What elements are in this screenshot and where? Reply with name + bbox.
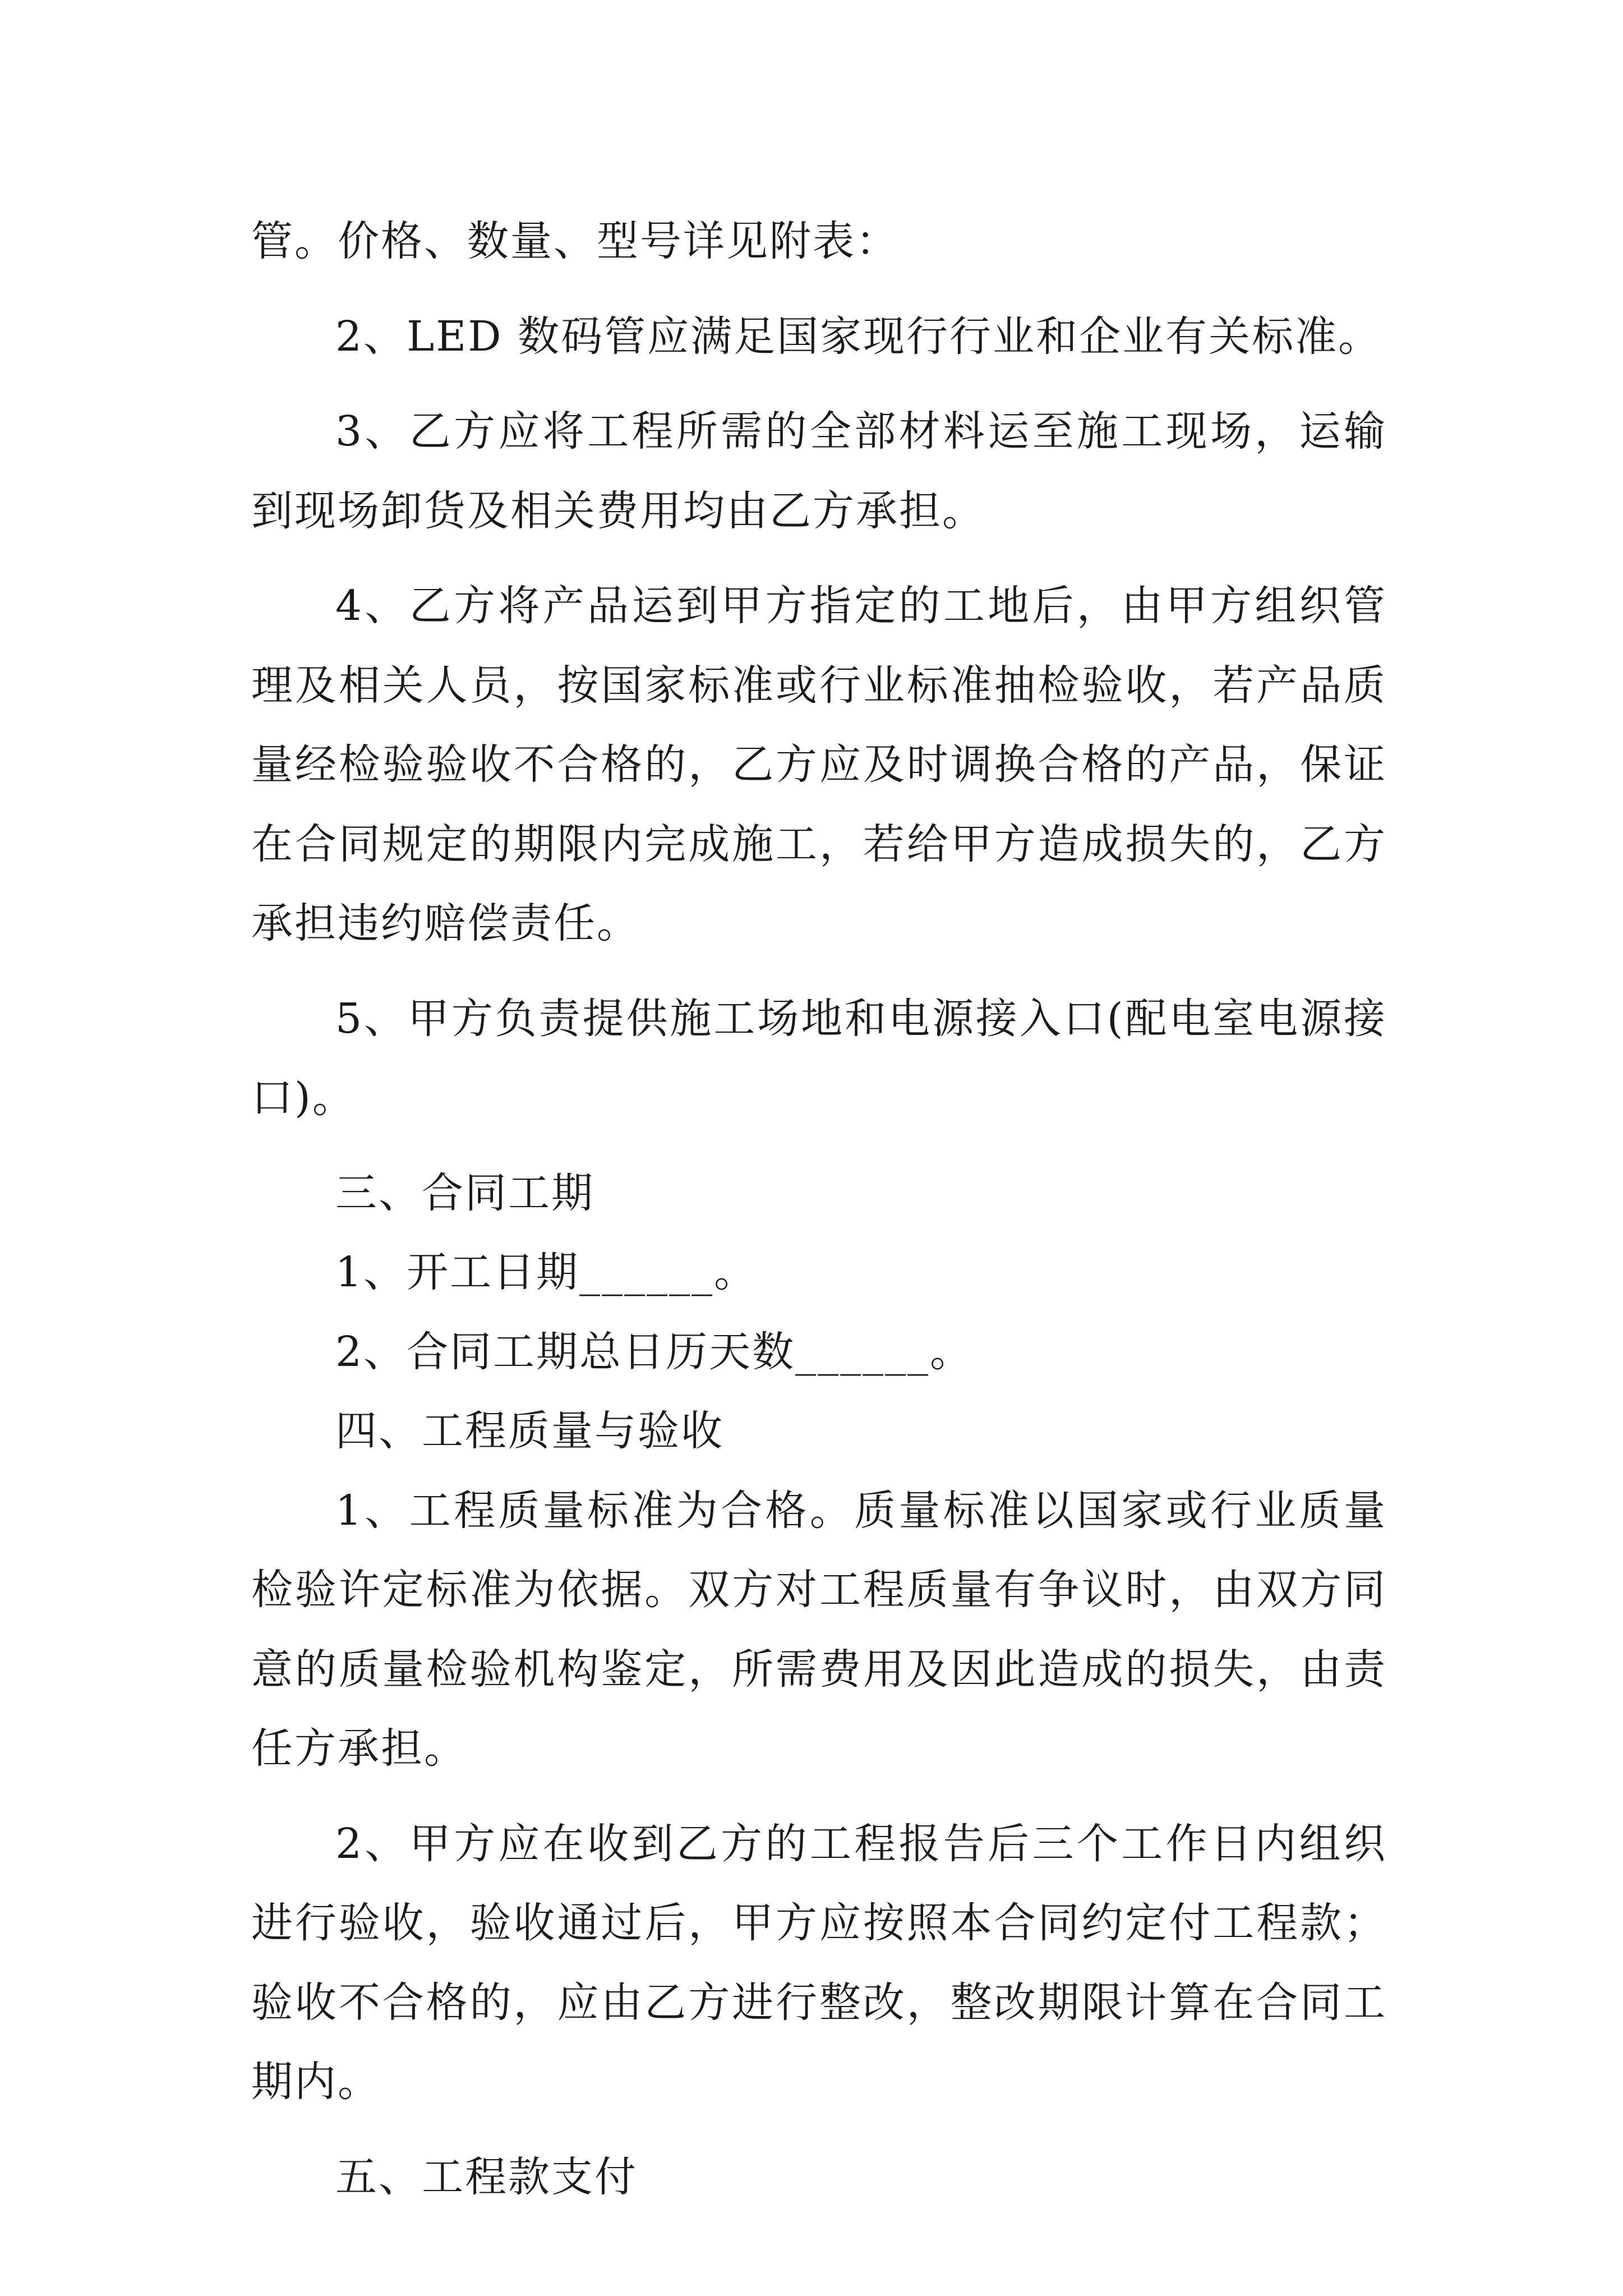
- clause-total-days: 2、合同工期总日历天数______。: [335, 1327, 974, 1376]
- clause-3-material-transport: 3、乙方应将工程所需的全部材料运至施工现场，运输到现场卸货及相关费用均由乙方承担。: [251, 407, 1387, 535]
- section-heading-contract-period: 三、合同工期: [335, 1168, 594, 1217]
- clause-quality-standard: 1、工程质量标准为合格。质量标准以国家或行业质量检验许定标准为依据。双方对工程质量有争议时，由双方同意的质量检验机构鉴定，所需费用及因此造成的损失，由责任方承担。: [251, 1486, 1387, 1773]
- section-heading-quality-acceptance: 四、工程质量与验收: [335, 1407, 724, 1455]
- clause-5-site-power: 5、甲方负责提供施工场地和电源接入口(配电室电源接口)。: [251, 994, 1387, 1122]
- clause-start-date: 1、开工日期______。: [335, 1248, 758, 1296]
- clause-2-led-standard: 2、LED 数码管应满足国家现行行业和企业有关标准。: [335, 312, 1382, 361]
- document-body: [251, 202, 1387, 2217]
- section-heading-payment: 五、工程款支付: [335, 2152, 638, 2201]
- paragraph-continuation: 管。价格、数量、型号详见附表：: [251, 217, 899, 265]
- clause-acceptance-procedure: 2、甲方应在收到乙方的工程报告后三个工作日内组织进行验收，验收通过后，甲方应按照本合同约定付工程款；验收不合格的，应由乙方进行整改，整改期限计算在合同工期内。: [251, 1819, 1387, 2106]
- clause-4-acceptance-inspection: 4、乙方将产品运到甲方指定的工地后，由甲方组织管理及相关人员，按国家标准或行业标准抽检验收，若产品质量经检验验收不合格的，乙方应及时调换合格的产品，保证在合同规定的期限内完成施工，若给甲方造成损失的，乙方承担违约赔偿责任。: [251, 582, 1387, 947]
